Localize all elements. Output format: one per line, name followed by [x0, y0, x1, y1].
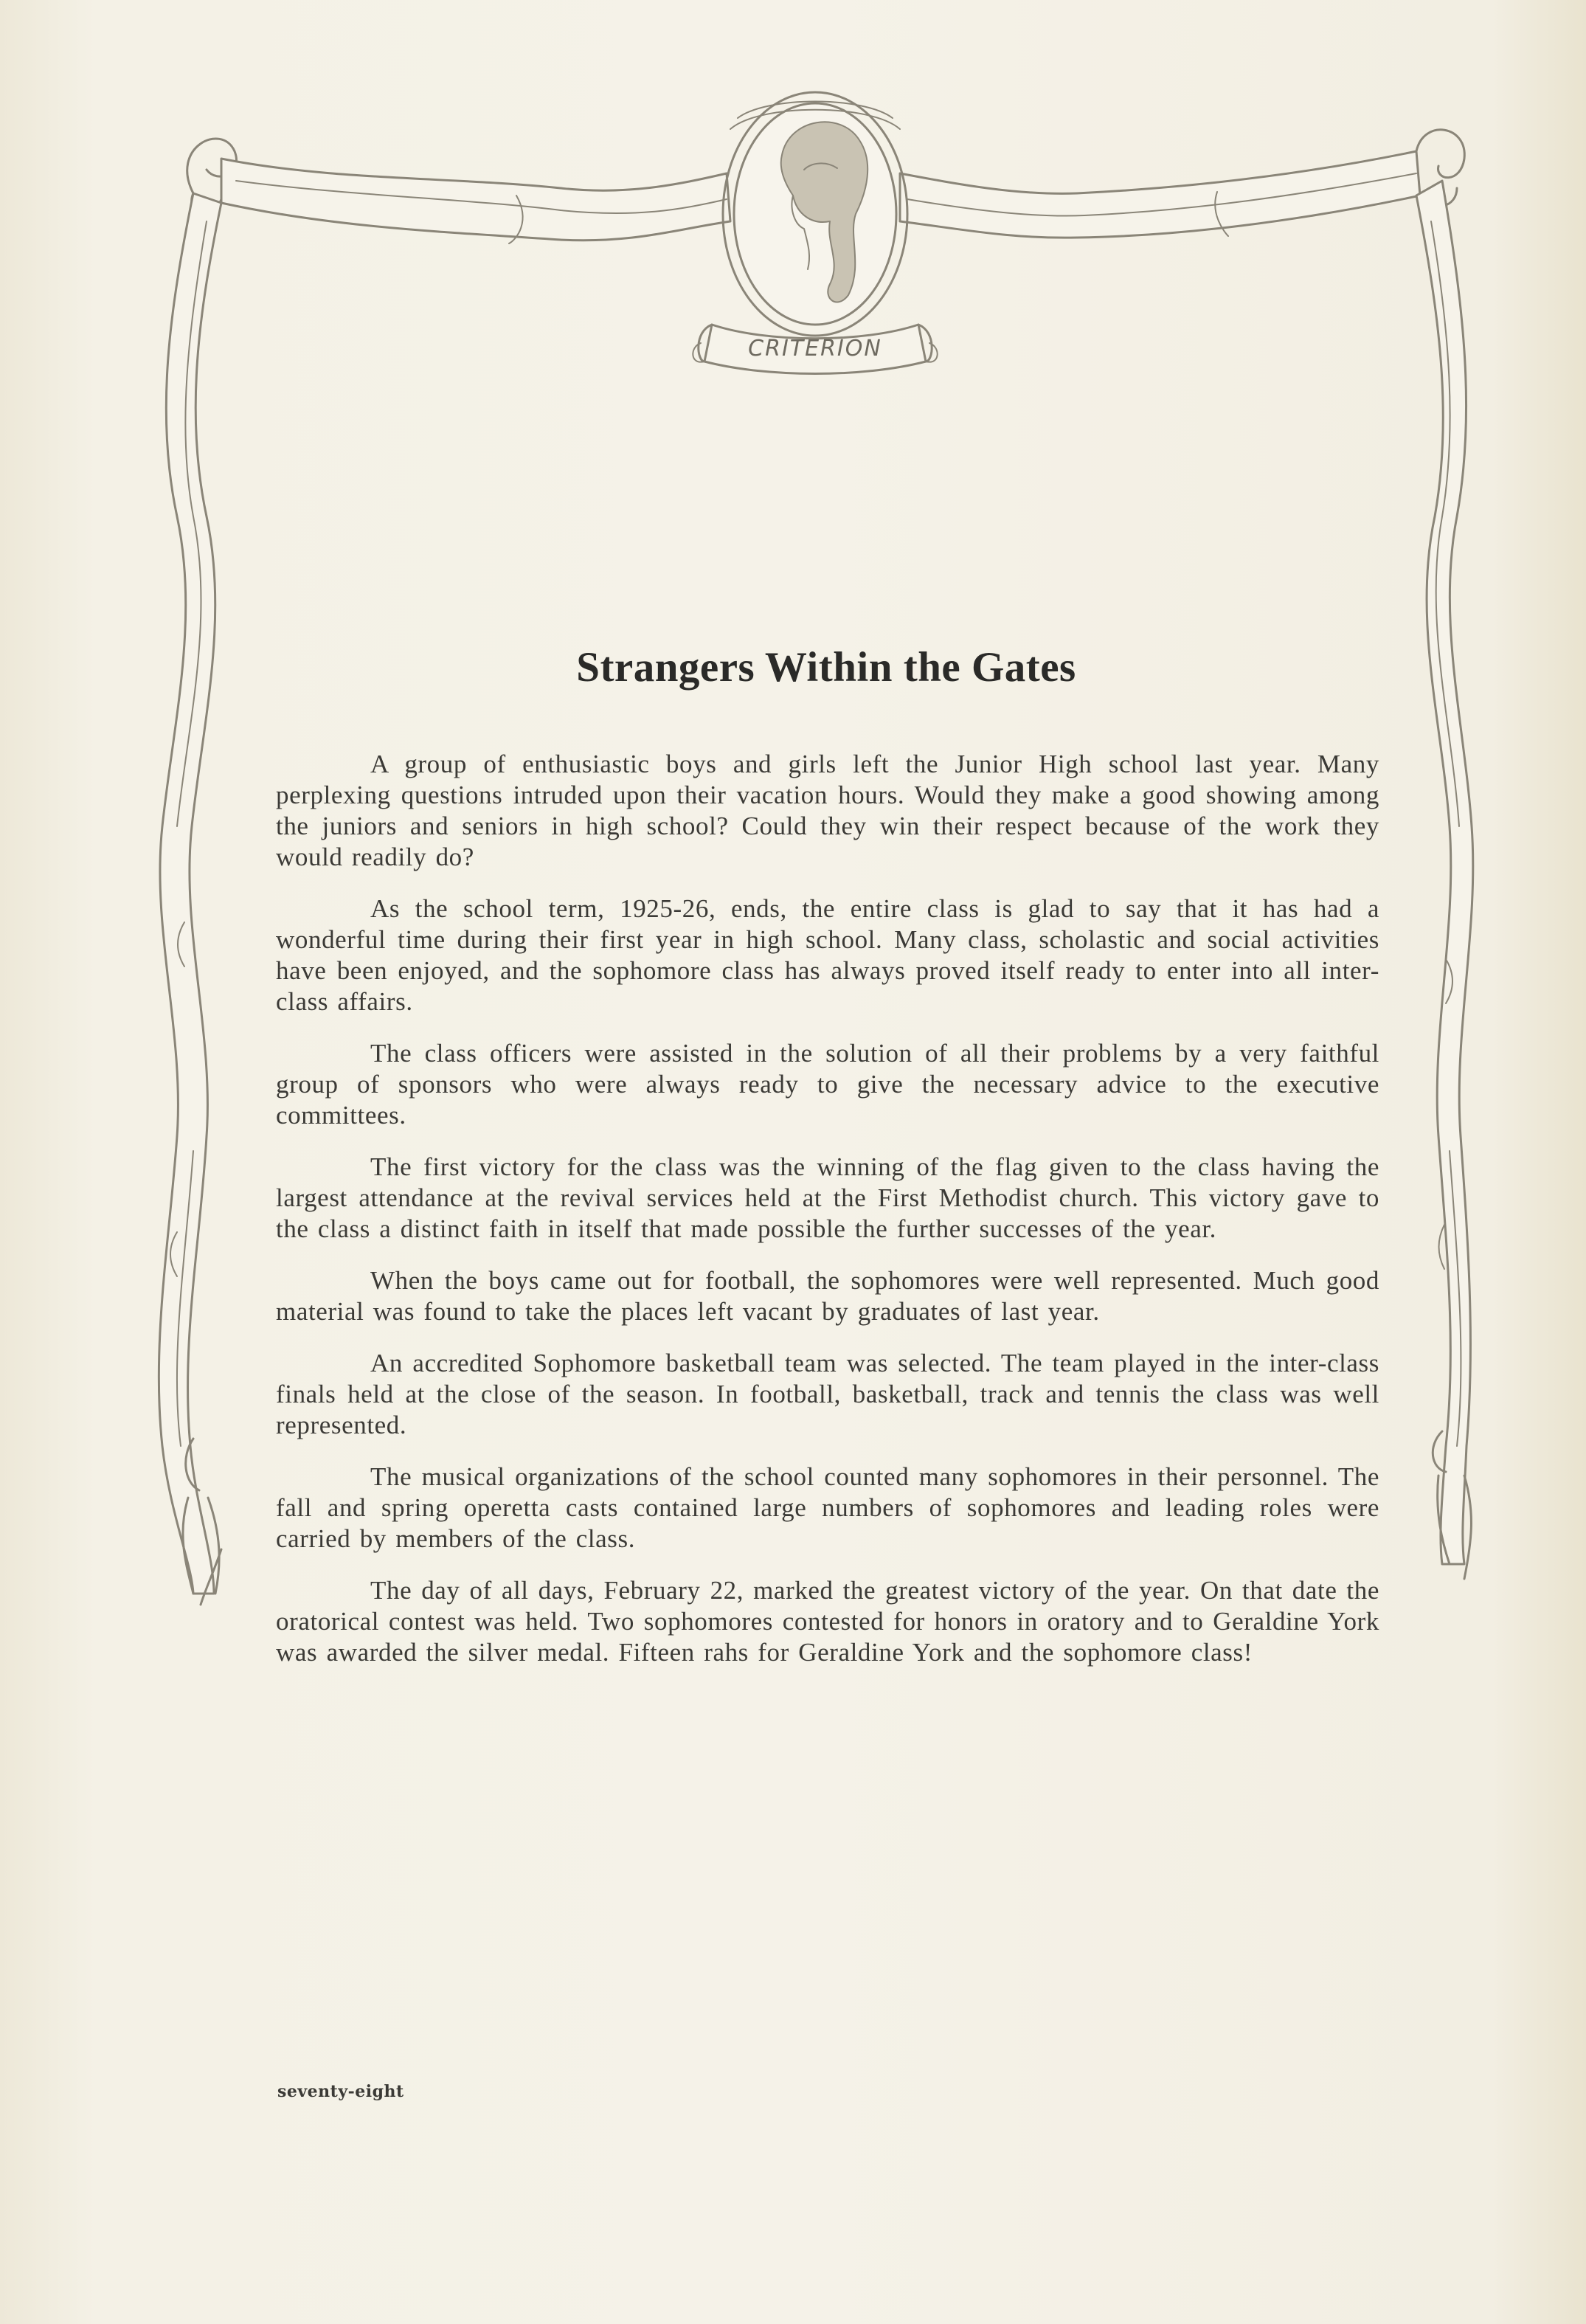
paragraph: An accredited Sophomore basketball team was selected. The team played in the inter-class finals held at the close of the season. In football, basketball, track and tennis the class was well represented.	[276, 1349, 1379, 1439]
paragraph: A group of enthusiastic boys and girls left the Junior High school last year. Many perplexing questions intruded upon their vacation hours. Would they make a good showing among the juniors and seniors in high school? Could they win their respect because of the work they would readily do?	[276, 750, 1379, 871]
paragraph: The first victory for the class was the winning of the flag given to the class having the largest attendance at the revival services held at the First Methodist church. This victory gave to the class a distinct faith in itself that made possible the further successes of the year.	[276, 1152, 1379, 1243]
paragraph: The day of all days, February 22, marked the greatest victory of the year. On that date the oratorical contest was held. Two sophomores contested for honors in oratory and to Geraldine York was awarded the silver medal. Fifteen rahs for Geraldine York and the sophomore class!	[276, 1576, 1379, 1667]
paragraph: As the school term, 1925-26, ends, the entire class is glad to say that it has had a wonderful time during their first year in high school. Many class, scholastic and social activities have been enjoyed, and the sophomore class has always proved itself ready to enter into all inter-class affairs.	[276, 894, 1379, 1016]
paragraph: When the boys came out for football, the sophomores were well represented. Much good material was found to take the places left vacant by graduates of last year.	[276, 1266, 1379, 1326]
article-body	[276, 749, 1379, 1689]
emblem-banner-text: CRITERION	[748, 336, 882, 362]
paragraph: The class officers were assisted in the solution of all their problems by a very faithful group of sponsors who were always ready to give the necessary advice to the executive committees.	[276, 1039, 1379, 1130]
page-number-footer: seventy-eight	[277, 2082, 404, 2101]
page-title: Strangers Within the Gates	[576, 644, 1076, 691]
paragraph: The musical organizations of the school counted many sophomores in their personnel. The fall and spring operetta casts contained large numbers of sophomores and leading roles were carried by members of the class.	[276, 1462, 1379, 1553]
